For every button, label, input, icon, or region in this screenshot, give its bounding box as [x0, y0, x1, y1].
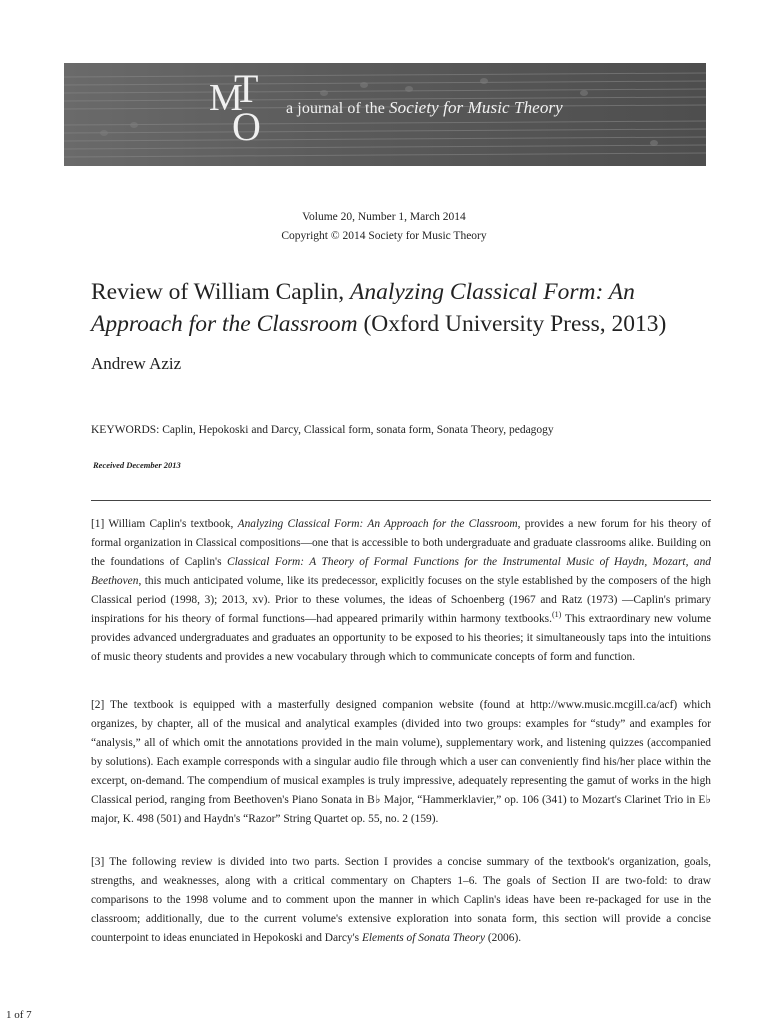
p3-book-title: Elements of Sonata Theory: [361, 932, 486, 944]
paragraph-1: [91, 515, 711, 667]
article-author: Andrew Aziz: [91, 354, 182, 373]
p1-text-f: This extraordinary new volume provides advanced undergraduates and graduates an opportunity to be exposed to his theories; it simultaneously taps into the intuitions of music theory students and provides a new vocabulary through which to communicate concepts of form and function.: [91, 613, 712, 663]
volume-info: Volume 20, Number 1, March 2014: [302, 211, 466, 223]
journal-tagline: [286, 98, 563, 118]
journal-banner: [64, 63, 706, 166]
p1-book-title: Analyzing Classical Form: An Approach for the Classroom: [237, 518, 518, 530]
title-prefix: Review of William Caplin,: [91, 279, 351, 305]
p3-text-a: [3] The following review is divided into two parts. Section I provides a concise summary of the textbook's organization, goals, strengths, and weaknesses, along with a critical commentary on Chapters 1–6. The goals of Section II are two-fold: to draw comparisons to the 1998 volume and to comment upon the manner in which Caplin's ideas have been re-packaged for use in the classroom; additionally, due to the current volume's extensive exploration into sonata form, this section will provide a concise counterpoint to ideas enunciated in Hepokoski and Darcy's: [91, 856, 711, 944]
p1-text-e: , this much anticipated volume, like its predecessor, explicitly focuses on the style established by the composers of the high Classical period (1998, 3); 2013, xv). Prior to these volumes, the ideas of Schoenberg (1967 and Ratz (1973) —Caplin's primary inspirations for his theory of formal functions—had appeared primarily within harmony textbooks.: [91, 575, 711, 625]
paragraph-3: [91, 853, 711, 948]
page-number: 1 of 7: [6, 1009, 32, 1021]
logo-letter-t: T: [234, 66, 259, 111]
received-date: Received December 2013: [93, 460, 181, 470]
paragraph-2: [2] The textbook is equipped with a masterfully designed companion website (found at http://www.music.mcgill.ca/acf) which organizes, by chapter, all of the musical and analytical examples (divided into two groups: examples for “study” and examples for “analysis,” all of which omit the annotations provided in the main volume), supplementary work, and listening quizzes (accompanied by solutions). Each example corresponds with a singular audio file through which a user can conveniently find his/her place within the excerpt, on-demand. The compendium of musical examples is truly impressive, adequately representing the gamut of works in the high Classical period, ranging from Beethoven's Piano Sonata in B♭ Major, “Hammerklavier,” op. 106 (341) to Mozart's Clarinet Trio in E♭ major, K. 498 (501) and Haydn's “Razor” String Quartet op. 55, no. 2 (159).: [91, 699, 711, 825]
p1-text-c: , provides a new forum for his theory of formal organization in Classical compositions—one that is accessible to both undergraduate and graduate classrooms alike. Building on the foundations of Caplin's: [91, 518, 712, 568]
title-suffix: (Oxford University Press, 2013): [357, 311, 667, 337]
footnote-link-1[interactable]: (1): [551, 610, 562, 620]
divider: [91, 500, 711, 501]
logo-letter-m: M: [209, 77, 243, 119]
logo-letter-o: O: [232, 104, 261, 149]
copyright-info: Copyright © 2014 Society for Music Theory: [281, 230, 487, 242]
p1-text-a: [1] William Caplin's textbook,: [91, 518, 238, 530]
tagline-society: Society for Music Theory: [389, 98, 563, 117]
keywords: KEYWORDS: Caplin, Hepokoski and Darcy, Classical form, sonata form, Sonata Theory, pedagogy: [91, 424, 554, 436]
p3-text-c: (2006).: [485, 932, 522, 944]
article-title: [91, 276, 711, 340]
tagline-prefix: a journal of the: [286, 100, 389, 117]
title-italic: Analyzing Classical Form: An Approach for the Classroom: [91, 279, 635, 337]
p1-book-title-2: Classical Form: A Theory of Formal Functions for the Instrumental Music of Haydn, Mozart, and Beethoven: [91, 556, 711, 587]
